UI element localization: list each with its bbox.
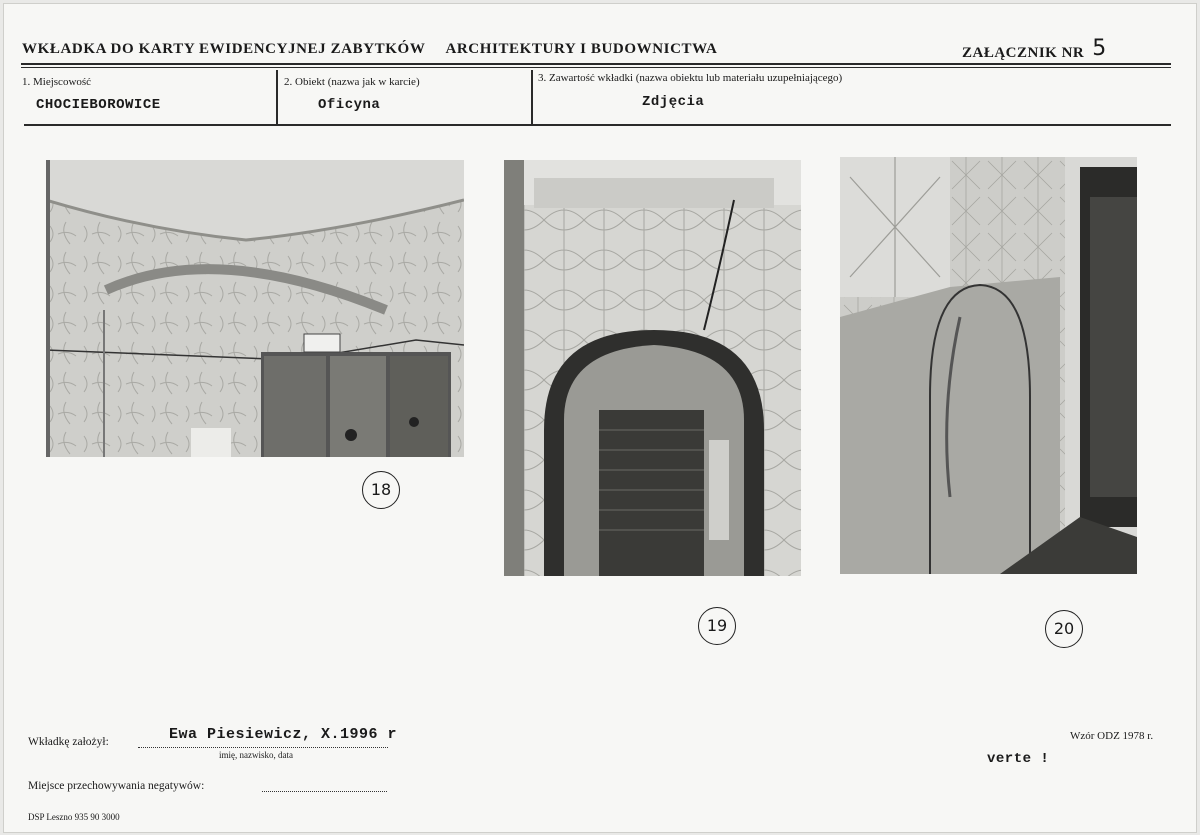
author-dotted-line [138,747,388,748]
author-value: Ewa Piesiewicz, X.1996 r [169,726,398,743]
field-divider-1 [276,70,278,126]
photo-18 [46,160,464,457]
photo-20 [840,157,1137,574]
content-value: Zdjęcia [642,94,705,110]
annex-number: 5 [1092,36,1107,61]
field-divider-2 [531,70,533,126]
content-label: 3. Zawartość wkładki (nazwa obiektu lub materiału uzupełniającego) [538,72,843,84]
header-rule-top-thin [21,67,1171,68]
photo-number-19: 19 [698,607,736,645]
sheet-title [22,41,718,58]
title-part1: WKŁADKA DO KARTY EWIDENCYJNEJ ZABYTKÓW [22,41,426,57]
author-label: Wkładkę założył: [28,736,109,748]
printer-info: DSP Leszno 935 90 3000 [28,812,120,822]
record-sheet [3,3,1197,833]
photo-number-20: 20 [1045,610,1083,648]
annex-text: ZAŁĄCZNIK NR [962,45,1085,61]
photo-19 [504,160,801,576]
annex-label [962,38,1107,63]
form-label: Wzór ODZ 1978 r. [1070,730,1154,742]
locality-value: CHOCIEBOROWICE [36,97,161,113]
fields-bottom-rule [24,124,1171,126]
object-label: 2. Obiekt (nazwa jak w karcie) [284,76,420,88]
storage-dotted-line [262,791,387,792]
storage-label: Miejsce przechowywania negatywów: [28,780,205,792]
header-rule-top [21,63,1171,65]
author-hint: imię, nazwisko, data [219,750,293,760]
locality-label: 1. Miejscowość [22,76,92,88]
object-value: Oficyna [318,97,381,113]
photo-number-18: 18 [362,471,400,509]
title-part2: ARCHITEKTURY I BUDOWNICTWA [445,41,718,57]
verte-note: verte ! [987,751,1050,767]
